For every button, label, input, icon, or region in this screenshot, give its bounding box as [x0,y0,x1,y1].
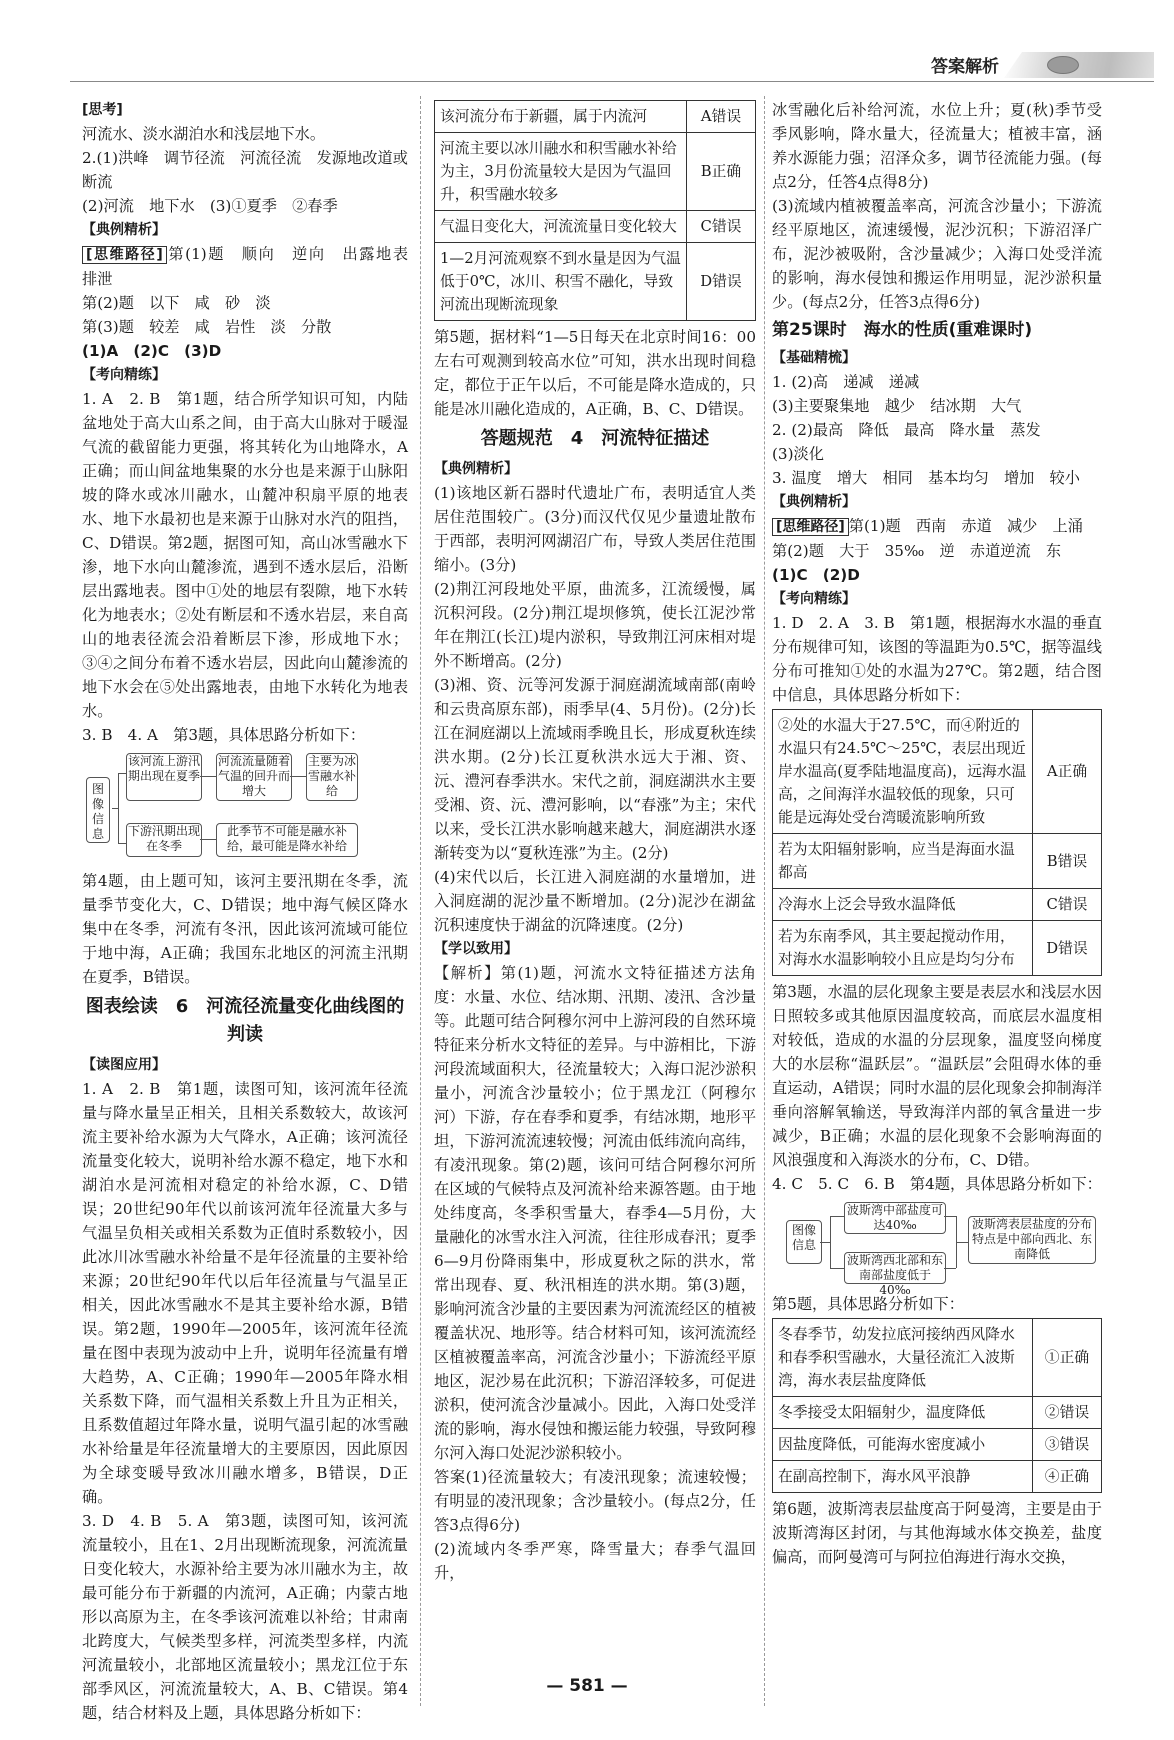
judgement-table [772,1318,1102,1493]
verdict-cell: B正确 [687,133,756,211]
paragraph: 1. (2)高 递减 递减 [772,373,920,391]
header-rule [70,81,1154,82]
paragraph: 第(1)题 顺向 逆向 出露地表 排泄 [82,245,424,288]
analysis-diagram [772,1202,1102,1297]
table-cell: 该河流分布于新疆，属于内流河 [435,101,687,133]
thinking-path-tag: [思维路径] [82,246,167,264]
column-divider [420,96,421,1706]
paragraph: 第6题，波斯湾表层盐度高于阿曼湾，主要是由于波斯湾海区封闭，与其他海域水体交换差，盐度偏高，而阿曼湾可与阿拉伯海进行海水交换， [772,1500,1102,1566]
paragraph: 1. A 2. B 第1题，读图可知，该河流年径流量与降水量呈正相关，且相关系数较大，故该河流主要补给水源为大气降水，A正确；该河流径流量变化较大，说明补给水源不稳定，地下水和湖泊水是河流相对稳定的补给水源，C、D错误；20世纪90年代以前该河流年径流量大多与气温呈负相关或相关系数为正值时系数较小，因此冰川冰雪融水补给量不是年径流量的主要补给来源；20世纪90年代以后年径流量与气温呈正相关，因此冰雪融水不是其主要补给水源，B错误。第2题，1990年—2005年，该河流年径流量在图中表现为波动中上升，说明年径流量有增大趋势，A、C正确；1990年—2005年降水相关系数下降，而气温相关系数上升且为正相关，且系数值超过年降水量，说明气温引起的冰雪融水补给量是年径流量增大的主要原因，因此原因为全球变暖导致冰川融水增多，B错误，D正确。 [82,1080,408,1506]
section-heading: 图表绘读 6 河流径流量变化曲线图的判读 [85,996,405,1045]
diagram-box: 波斯湾表层盐度的分布特点是中部向西北、东南降低 [968,1216,1096,1264]
verdict-cell: C错误 [1033,889,1102,921]
table-cell: 若为东南季风，其主要起搅动作用，对海水水温影响较小且应是均匀分布 [773,921,1033,976]
diagram-arrow [290,776,306,777]
diagram-box: 此季节不可能是融水补给，最可能是降水补给 [216,823,358,857]
section-tag: 【学以致用】 [434,941,518,957]
table-row [773,1461,1102,1493]
paragraph: (1)该地区新石器时代遗址广布，表明适宜人类居住范围较广。(3分)而汉代仅见少量遗址散布于西部，表明河网湖沼广布，导致人类居住范围缩小。(3分) [434,484,756,574]
page-number: — 581 — [546,1676,628,1696]
header-band [1004,52,1154,78]
diagram-box: 河流流量随着气温的回升而增大 [216,753,292,801]
table-row [773,1429,1102,1461]
verdict-cell: A正确 [1033,710,1102,834]
book-logo-icon [1047,56,1079,74]
answer-line: (1)C (2)D [772,566,860,584]
diagram-connector [118,843,126,844]
paragraph: 第3题，水温的层化现象主要是表层水和浅层水因日照较多或其他原因温度较高，而底层水温度相对较低，造成的水温的分层现象，温度竖向梯度大的水层称“温跃层”。“温跃层”会阻碍水体的垂直运动，A错误；同时水温的层化现象会抑制海洋垂向溶解氧输送，导致海洋内部的氧含量进一步减少，B正确；水温的层化现象不会影响海面的风浪强度和入海淡水的分布，C、D错。 [772,983,1102,1169]
page-header [0,50,1174,82]
analysis-diagram [82,753,408,863]
paragraph: (3)流域内植被覆盖率高，河流含沙量小；下游流经平原地区，流速缓慢，泥沙沉积；下游沼泽广布，泥沙被吸附，含沙量减少；入海口处受洋流的影响，海水侵蚀和搬运作用明显，泥沙淤积量少。(每点2分，任答3点得6分) [772,197,1102,311]
diagram-connector [944,1216,956,1217]
table-cell: 因盐度降低，可能海水密度减小 [773,1429,1033,1461]
table-cell: 冬季接受太阳辐射少，温度降低 [773,1397,1033,1429]
verdict-cell: ③错误 [1033,1429,1102,1461]
paragraph: 第(3)题 较差 咸 岩性 淡 分散 [82,318,332,336]
table-cell: 1—2月河流观察不到水量是因为气温低于0℃，冰川、积雪不融化，导致河流出现断流现象 [435,243,687,321]
paragraph: 3. 温度 增大 相同 基本均匀 增加 较小 [772,469,1080,487]
diagram-connector [944,1268,956,1269]
table-row [773,889,1102,921]
diagram-box: 波斯湾中部盐度可达40‰ [844,1202,946,1234]
paragraph: 第4题，由上题可知，该河主要汛期在冬季，流量季节变化大，C、D错误；地中海气候区降水集中在冬季，河流有冬汛，因此该河流域可能位于地中海，A正确；我国东北地区的河流主汛期在夏季，B错误。 [82,872,408,986]
diagram-connector [118,773,126,774]
table-cell: 河流主要以冰川融水和积雪融水补给为主，3月份流量较大是因为气温回升，积雪融水较多 [435,133,687,211]
diagram-arrow [200,776,216,777]
verdict-cell: ④正确 [1033,1461,1102,1493]
column-divider [764,96,765,1706]
diagram-arrow [956,1242,968,1243]
paragraph: (2)河流 地下水 (3)①夏季 ②春季 [82,197,338,215]
table-row [773,1397,1102,1429]
table-row [435,211,756,243]
table-row [773,710,1102,834]
section-heading: 第25课时 海水的性质(重难课时) [772,320,1033,340]
paragraph: 第(2)题 以下 咸 砂 淡 [82,294,271,312]
section-heading: 答题规范 4 河流特征描述 [480,428,710,449]
paragraph: 2. (2)最高 降低 最高 降水量 蒸发 [772,421,1041,439]
table-row [773,834,1102,889]
column-right [772,98,1102,1569]
paragraph: (2)荆江河段地处平原，曲流多，江流缓慢，属沉积河段。(2分)荆江堤坝修筑，使长江泥沙常年在荆江(长江)堤内淤积，导致荆江河床相对堤外不断增高。(2分) [434,580,756,670]
section-tag: 【典例精析】 [82,222,166,238]
paragraph: 第(2)题 大于 35‰ 逆 赤道逆流 东 [772,542,1062,560]
paragraph: 3. D 4. B 5. A 第3题，读图可知，该河流流量较小，且在1、2月出现断流现象，河流流量日变化较大，水源补给主要为冰川融水为主，故最可能分布于新疆的内流河，A正确；内蒙古地形以高原为主，在冬季该河流难以补给；甘肃南北跨度大，气候类型多样，河流类型多样，内流河流量较小，北部地区流量较小；黑龙江位于东部季风区，河流流量较大，A、B、C错误。第4题，结合材料及上题，具体思路分析如下： [82,1512,408,1722]
table-row [435,133,756,211]
section-tag: 【典例精析】 [434,461,518,477]
verdict-cell: D错误 [687,243,756,321]
verdict-cell: ①正确 [1033,1319,1102,1397]
table-cell: 气温日变化大，河流流量日变化较大 [435,211,687,243]
paragraph: 第5题，具体思路分析如下： [772,1295,964,1313]
table-cell: 若为太阳辐射影响，应当是海面水温都高 [773,834,1033,889]
paragraph: 1. D 2. A 3. B 第1题，根据海水水温的垂直分布规律可知，该图的等温距为0.5℃，据等温线分布可推知①处的水温为27℃。第2题，结合图中信息，具体思路分析如下： [772,614,1102,704]
table-row [435,101,756,133]
section-tag: 【典例精析】 [772,494,856,510]
paragraph: (3)主要聚集地 越少 结冰期 大气 [772,397,1022,415]
paragraph: 3. B 4. A 第3题，具体思路分析如下： [82,726,366,744]
diagram-connector [830,1268,844,1269]
paragraph: 4. C 5. C 6. B 第4题，具体思路分析如下： [772,1175,1102,1193]
verdict-cell: C错误 [687,211,756,243]
verdict-cell: A错误 [687,101,756,133]
section-tag: 【基础精梳】 [772,350,856,366]
paragraph: (4)宋代以后，长江进入洞庭湖的水量增加，进入洞庭湖的泥沙量不断增加。(2分)泥沙在湖盆沉积速度快于湖盆的沉降速度。(2分) [434,868,756,934]
diagram-connector [112,808,118,809]
table-row [773,1319,1102,1397]
paragraph: 第5题，据材料“1—5日每天在北京时间16：00左右可观测到较高水位”可知，洪水出现时间稳定，都位于正午以后，不可能是降水造成的，只能是冰川融化造成的，A正确，B、C、D错误。 [434,328,756,418]
header-title: 答案解析 [931,57,999,77]
diagram-connector [820,1242,830,1243]
diagram-connector [830,1216,831,1268]
paragraph: 【解析】第(1)题，河流水文特征描述方法角度：水量、水位、结冰期、汛期、凌汛、含沙量等。此题可结合阿穆尔河中上游河段的自然环境特征来分析水文特征的差异。与中游相比，下游河段流域面积大，径流量较大；入海口泥沙淤积量小，河流含沙量较小；位于黑龙江（阿穆尔河）下游，存在春季和夏季，有结冰期，地形平坦，下游河流流速较慢；河流由低纬流向高纬，有凌汛现象。第(2)题，该问可结合阿穆尔河所在区域的气候特点及河流补给来源答题。由于地处纬度高，冬季积雪量大，春季4—5月份，大量融化的冰雪水注入河流，往往形成春汛；夏季6—9月份降雨集中，形成夏秋之际的洪水，常常出现春、夏、秋汛相连的洪水期。第(3)题，影响河流含沙量的主要因素为河流流经区的植被覆盖状况、地形等。结合材料可知，该河流流经区植被覆盖率高，河流含沙量小；下游流经平原地区，泥沙易在此沉积；下游沼泽较多，可促进淤积，使河流含沙量减小。因此，入海口处受洋流的影响，海水侵蚀和搬运能力较强，导致阿穆尔河入海口处泥沙淤积较小。 [434,964,756,1462]
answer-line: (1)A (2)C (3)D [82,342,222,360]
diagram-box: 下游汛期出现在冬季 [126,823,202,857]
paragraph: (2)流域内冬季严寒，降雪量大；春季气温回升， [434,1540,756,1582]
judgement-table [434,100,756,321]
table-cell: 冬春季节，幼发拉底河接纳西风降水和春季积雪融水，大量径流汇入波斯湾，海水表层盐度降低 [773,1319,1033,1397]
judgement-table [772,709,1102,976]
section-tag: [思考] [82,102,123,118]
verdict-cell: ②错误 [1033,1397,1102,1429]
paragraph: 第(1)题 西南 赤道 减少 上涌 [848,517,1083,535]
diagram-connector [830,1216,844,1217]
diagram-connector [118,773,119,843]
section-tag: 【读图应用】 [82,1057,166,1073]
table-cell: 冷海水上泛会导致水温降低 [773,889,1033,921]
table-cell: ②处的水温大于27.5℃，而④附近的水温只有24.5℃～25℃，表层出现近岸水温高(夏季陆地温度高)，远海水温高，之间海洋水温较低的现象，只可能是远海处受台湾暖流影响所致 [773,710,1033,834]
section-tag: 【考向精练】 [82,367,166,383]
table-cell: 在副高控制下，海水风平浪静 [773,1461,1033,1493]
thinking-path-tag: [思维路径] [772,518,849,536]
diagram-arrow [200,839,216,840]
column-left [82,98,424,1725]
diagram-root: 图像信息 [86,777,110,843]
diagram-root: 图像信息 [786,1220,822,1264]
paragraph: 1. A 2. B 第1题，结合所学知识可知，内陆盆地处于高大山系之间，由于高大山脉对于暖湿气流的截留能力更强，将其转化为山地降水，A正确；而山间盆地集聚的水分也是来源于山脉阳坡的降水或冰川融水，山麓冲积扇平原的地表水、地下水最初也是来源于山脉对水汽的阻挡，C、D错误。第2题，据图可知，高山冰雪融水下渗，地下水向山麓渗流，遇到不透水层后，沿断层出露地表。图中①处的地层有裂隙，地下水转化为地表水；②处有断层和不透水岩层，来自高山的地表径流会沿着断层下渗，形成地下水；③④之间分布着不透水岩层，因此向山麓渗流的地下水会在⑤处出露地表，由地下水转化为地表水。 [82,390,408,720]
verdict-cell: D错误 [1033,921,1102,976]
table-row [435,243,756,321]
section-tag: 【考向精练】 [772,591,856,607]
paragraph: (3)湘、资、沅等河发源于洞庭湖流域南部(南岭和云贵高原东部)，雨季早(4、5月份)。(2分)长江在洞庭湖以上流域雨季晚且长，形成夏秋连续洪水期。(2分)长江夏秋洪水远大于湘、资、沅、澧河春季洪水。宋代之前，洞庭湖洪水主要受湘、资、沅、澧河影响，以“春涨”为主；宋代以来，受长江洪水影响越来越大，洞庭湖洪水逐渐转变为以“夏秋连涨”为主。(2分) [434,676,756,862]
table-row [773,921,1102,976]
diagram-box: 波斯湾西北部和东南部盐度低于40‰ [844,1252,946,1284]
diagram-box: 该河流上游汛期出现在夏季 [126,753,202,801]
paragraph: 答案(1)径流量较大；有凌汛现象；流速较慢；有明显的凌汛现象；含沙量较小。(每点2分，任答3点得6分) [434,1468,756,1534]
diagram-box: 主要为冰雪融水补给 [306,753,358,801]
paragraph: 河流水、淡水湖泊水和浅层地下水。 [82,125,325,143]
paragraph: 冰雪融化后补给河流，水位上升；夏(秋)季节受季风影响，降水量大，径流量大；植被丰富，涵养水源能力强；沼泽众多，调节径流能力强。(每点2分，任答4点得8分) [772,101,1102,191]
paragraph: 2.(1)洪峰 调节径流 河流径流 发源地改道或断流 [82,149,408,191]
paragraph: (3)淡化 [772,445,824,463]
column-middle [434,98,756,1585]
verdict-cell: B错误 [1033,834,1102,889]
